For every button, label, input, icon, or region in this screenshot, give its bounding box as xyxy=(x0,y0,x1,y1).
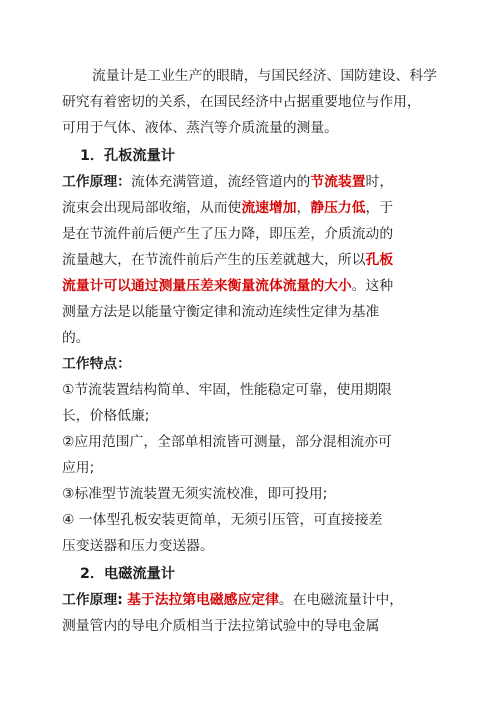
text-span: 流体充满管道，流经管道内的 xyxy=(130,174,311,190)
text-span: : xyxy=(117,592,123,608)
feature-3-line-1: ③标准型节流装置无须实流校准，即可投用; xyxy=(62,486,328,502)
principle-line-4 xyxy=(62,250,393,270)
text-span: ， xyxy=(296,200,311,216)
feature-2-line-2: 应用; xyxy=(62,460,95,476)
highlight-text: 基于法拉第电磁感应定律 xyxy=(127,592,279,608)
feature-2-line-1: ②应用范围广，全部单相流皆可测量，部分混相流亦可 xyxy=(62,434,392,450)
principle-line-7: 的。 xyxy=(62,330,90,346)
text-span: 。在电磁流量计中， xyxy=(278,592,404,608)
section-1-heading: 1．孔板流量计 xyxy=(80,148,175,164)
principle-2-line-1 xyxy=(62,590,403,610)
highlight-text: 静压力低 xyxy=(310,200,366,216)
principle-line-3: 是在节流件前后便产生了压力降，即压差，介质流动的 xyxy=(62,226,394,242)
principle-label: 工作原理 xyxy=(62,592,118,608)
feature-4-line-1: ④ 一体型孔板安装更简单，无须引压管，可直接接差 xyxy=(62,512,383,528)
intro-line-1: 流量计是工业生产的眼睛，与国民经济、国防建设、科学 xyxy=(92,68,437,84)
intro-line-2: 研究有着密切的关系，在国民经济中占据重要地位与作用， xyxy=(62,94,421,110)
principle-line-1 xyxy=(62,172,393,192)
principle-label: 工作原理： xyxy=(62,174,131,190)
feature-1-line-1: ①节流装置结构简单、牢固，性能稳定可靠，使用期限 xyxy=(62,382,392,398)
highlight-text: 节流装置 xyxy=(310,174,366,190)
principle-2-line-2: 测量管内的导电介质相当于法拉第试验中的导电金属 xyxy=(62,618,380,634)
principle-line-6: 测量方法是以能量守衡定律和流动连续性定律为基准 xyxy=(62,304,380,320)
principle-line-5 xyxy=(62,276,393,296)
highlight-text: 流速增加 xyxy=(241,200,297,216)
text-span: 。这种 xyxy=(351,278,394,294)
intro-line-3: 可用于气体、液体、蒸汽等介质流量的测量。 xyxy=(62,120,338,136)
text-span: 流束会出现局部收缩，从而使 xyxy=(62,200,242,216)
text-span: ，于 xyxy=(365,200,394,216)
features-label: 工作特点： xyxy=(62,356,131,372)
feature-4-line-2: 压变送器和压力变送器。 xyxy=(62,538,214,554)
text-span: 时， xyxy=(365,174,394,190)
text-span: 流量越大，在节流件前后产生的压差就越大，所以 xyxy=(62,252,366,268)
highlight-text: 孔板 xyxy=(365,252,394,268)
highlight-text: 流量计可以通过测量压差来衡量流体流量的大小 xyxy=(62,278,352,294)
principle-line-2 xyxy=(62,198,393,218)
feature-1-line-2: 长，价格低廉; xyxy=(62,408,150,424)
section-2-heading: 2．电磁流量计 xyxy=(80,566,175,582)
